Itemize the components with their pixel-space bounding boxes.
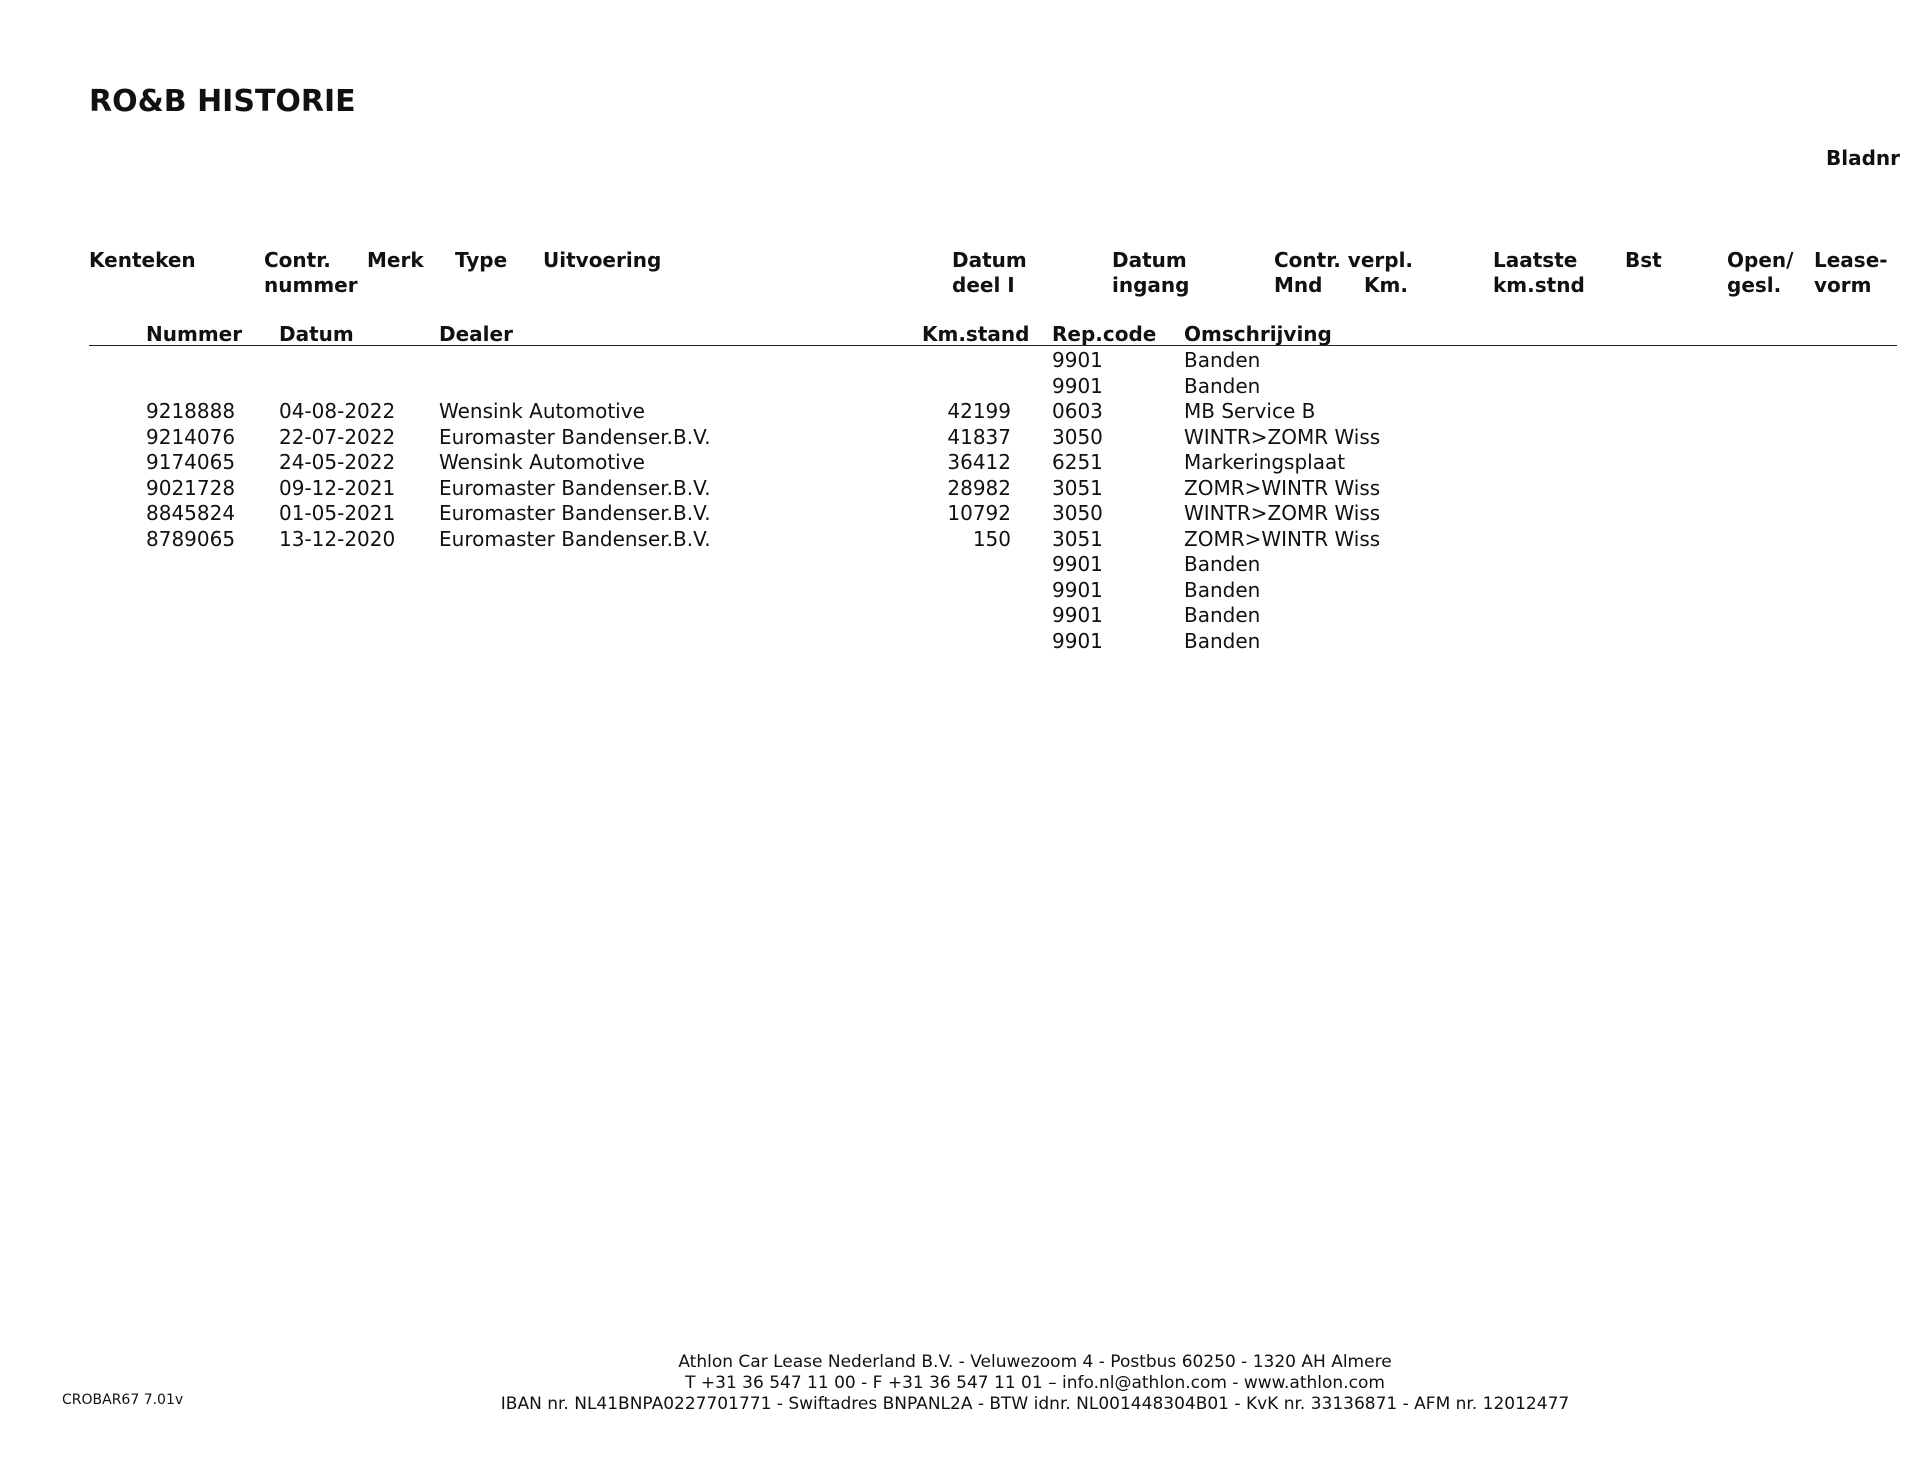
cell-nummer: 9174065 (146, 450, 236, 474)
cell-nummer: 9021728 (146, 475, 236, 500)
cell-datum: 09-12-2021 (279, 475, 396, 500)
header-lease-vorm (1814, 248, 1888, 298)
cell-rep-code: 9901 (1052, 348, 1103, 372)
page-title: RO&B HISTORIE (89, 84, 356, 119)
cell-datum: 13-12-2020 (279, 526, 396, 551)
col-nummer: Nummer (146, 322, 243, 346)
header-datum-ingang-line1: Datum (1112, 248, 1187, 272)
cell-km: 41837 (947, 424, 1011, 449)
header-open-line2: gesl. (1727, 273, 1782, 297)
table-row (0, 450, 1920, 476)
cell-omschrijving: ZOMR>WINTR Wiss (1184, 526, 1381, 551)
col-km-stand: Km.stand (922, 322, 1030, 346)
cell-omschrijving: MB Service B (1184, 399, 1316, 423)
cell-rep-code: 6251 (1052, 450, 1103, 474)
header-contr-nummer (264, 248, 358, 298)
cell-nummer: 8845824 (146, 501, 236, 525)
cell-nummer: 8789065 (146, 526, 236, 551)
header-contr-verpl: Contr. verpl. (1274, 248, 1414, 272)
header-open-line1: Open/ (1727, 248, 1794, 272)
header-divider (89, 345, 1897, 346)
header-open-gesl (1727, 248, 1793, 298)
col-datum: Datum (279, 322, 354, 346)
table-row (0, 629, 1920, 655)
header-contr-verpl-mnd: Mnd (1274, 273, 1323, 297)
cell-dealer: Euromaster Bandenser.B.V. (439, 501, 711, 525)
header-datum-deel-line2: deel I (952, 273, 1015, 297)
cell-rep-code: 9901 (1052, 603, 1103, 627)
footer-contact: T +31 36 547 11 00 - F +31 36 547 11 01 – info.nl@athlon.com - www.athlon.com (685, 1373, 1385, 1393)
header-contr-line2: nummer (264, 273, 358, 297)
col-dealer: Dealer (439, 322, 513, 346)
table-row (0, 578, 1920, 604)
cell-km: 10792 (947, 501, 1011, 525)
header-datum-deel (952, 248, 1027, 298)
cell-rep-code: 9901 (1052, 373, 1103, 398)
table-row (0, 476, 1920, 502)
header-merk: Merk (367, 248, 424, 272)
table-row (0, 348, 1920, 374)
cell-dealer: Euromaster Bandenser.B.V. (439, 526, 711, 551)
header-laatste-line2: km.stnd (1493, 273, 1585, 297)
version-label: CROBAR67 7.01v (62, 1392, 184, 1408)
header-contr-verpl-km: Km. (1364, 273, 1408, 297)
cell-omschrijving: ZOMR>WINTR Wiss (1184, 475, 1381, 500)
header-type: Type (455, 248, 508, 272)
cell-datum: 24-05-2022 (279, 450, 396, 474)
cell-dealer: Wensink Automotive (439, 399, 645, 423)
header-datum-ingang-line2: ingang (1112, 273, 1190, 297)
cell-omschrijving: Markeringsplaat (1184, 450, 1346, 474)
cell-km: 42199 (947, 399, 1011, 423)
cell-dealer: Wensink Automotive (439, 450, 645, 474)
header-lease-line1: Lease- (1814, 248, 1888, 272)
col-omschrijving: Omschrijving (1184, 322, 1332, 346)
cell-rep-code: 0603 (1052, 399, 1103, 423)
header-contr-line1: Contr. (264, 248, 331, 272)
cell-rep-code: 3051 (1052, 475, 1103, 500)
header-bst: Bst (1625, 248, 1662, 272)
cell-rep-code: 3050 (1052, 424, 1103, 449)
table-row (0, 527, 1920, 553)
cell-dealer: Euromaster Bandenser.B.V. (439, 475, 711, 500)
cell-omschrijving: WINTR>ZOMR Wiss (1184, 501, 1381, 525)
table-row (0, 399, 1920, 425)
table-row (0, 425, 1920, 451)
cell-rep-code: 3051 (1052, 526, 1103, 551)
table-row (0, 603, 1920, 629)
header-laatste-line1: Laatste (1493, 248, 1578, 272)
header-datum-ingang (1112, 248, 1189, 298)
bladnr-label: Bladnr (1825, 146, 1900, 170)
cell-datum: 22-07-2022 (279, 424, 396, 449)
cell-rep-code: 9901 (1052, 628, 1103, 653)
cell-km: 150 (972, 526, 1011, 551)
cell-rep-code: 9901 (1052, 577, 1103, 602)
cell-nummer: 9218888 (146, 399, 236, 423)
header-laatste-km (1493, 248, 1585, 298)
cell-rep-code: 3050 (1052, 501, 1103, 525)
col-rep-code: Rep.code (1052, 322, 1157, 346)
cell-datum: 01-05-2021 (279, 501, 396, 525)
header-lease-line2: vorm (1814, 273, 1872, 297)
cell-km: 28982 (947, 475, 1011, 500)
header-kenteken: Kenteken (89, 248, 196, 272)
footer-address: Athlon Car Lease Nederland B.V. - Veluwezoom 4 - Postbus 60250 - 1320 AH Almere (678, 1352, 1392, 1372)
cell-km: 36412 (947, 450, 1011, 474)
cell-omschrijving: Banden (1184, 603, 1261, 627)
cell-dealer: Euromaster Bandenser.B.V. (439, 424, 711, 449)
cell-datum: 04-08-2022 (279, 399, 396, 423)
cell-omschrijving: Banden (1184, 552, 1261, 576)
cell-nummer: 9214076 (146, 424, 236, 449)
header-uitvoering: Uitvoering (543, 248, 662, 272)
cell-omschrijving: Banden (1184, 628, 1261, 653)
footer-registration: IBAN nr. NL41BNPA0227701771 - Swiftadres BNPANL2A - BTW idnr. NL001448304B01 - KvK nr. 33136871 - AFM nr. 12012477 (500, 1394, 1570, 1414)
cell-omschrijving: WINTR>ZOMR Wiss (1184, 424, 1381, 449)
table-row (0, 552, 1920, 578)
cell-rep-code: 9901 (1052, 552, 1103, 576)
table-row (0, 374, 1920, 400)
cell-omschrijving: Banden (1184, 577, 1261, 602)
table-row (0, 501, 1920, 527)
cell-omschrijving: Banden (1184, 373, 1261, 398)
cell-omschrijving: Banden (1184, 348, 1261, 372)
header-datum-deel-line1: Datum (952, 248, 1027, 272)
